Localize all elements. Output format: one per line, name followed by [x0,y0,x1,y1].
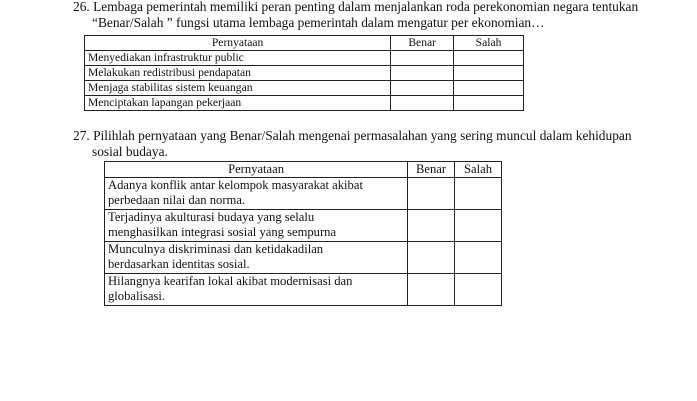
statement-cell [105,274,408,306]
statement-line-1: Hilangnya kearifan lokal akibat modernisasi dan [108,274,353,288]
header-true: Benar [408,162,455,178]
false-answer-cell[interactable] [454,51,524,66]
question-text-line-2: sosial budaya. [92,144,168,159]
question-text-line-1: Lembaga pemerintah memiliki peran penting dalam menjalankan roda perekonomian negara tentukan [93,0,639,14]
false-answer-cell[interactable] [455,210,502,242]
statement-line-2: perbedaan nilai dan norma. [108,193,246,207]
true-answer-cell[interactable] [391,81,454,96]
statement-line-1: Adanya konflik antar kelompok masyarakat akibat [108,178,363,192]
true-answer-cell[interactable] [408,242,455,274]
header-statement: Pernyataan [105,162,408,178]
table-row [105,242,502,274]
question-27 [73,128,693,160]
false-answer-cell[interactable] [455,178,502,210]
true-answer-cell[interactable] [408,210,455,242]
true-answer-cell[interactable] [391,66,454,81]
statement-line-2: menghasilkan integrasi sosial yang sempurna [108,225,337,239]
header-false: Salah [454,36,524,51]
question-text-line-1: Pilihlah pernyataan yang Benar/Salah mengenai permasalahan yang sering muncul dalam kehidupan [93,128,632,143]
header-true: Benar [391,36,454,51]
false-answer-cell[interactable] [455,242,502,274]
false-answer-cell[interactable] [455,274,502,306]
statement-cell: Menciptakan lapangan pekerjaan [85,96,391,111]
true-answer-cell[interactable] [408,274,455,306]
false-answer-cell[interactable] [454,96,524,111]
false-answer-cell[interactable] [454,81,524,96]
statement-line-1: Terjadinya akulturasi budaya yang selalu [108,210,315,224]
statement-cell: Menyediakan infrastruktur public [85,51,391,66]
table-row [105,178,502,210]
table-row [85,66,524,81]
true-answer-cell[interactable] [408,178,455,210]
question-27-table [104,161,502,306]
statement-line-2: globalisasi. [108,289,166,303]
header-statement: Pernyataan [85,36,391,51]
statement-cell [105,242,408,274]
true-answer-cell[interactable] [391,51,454,66]
statement-line-2: berdasarkan identitas sosial. [108,257,250,271]
false-answer-cell[interactable] [454,66,524,81]
table-row [85,51,524,66]
header-false: Salah [455,162,502,178]
table-header-row [85,36,524,51]
table-row [85,81,524,96]
statement-cell: Melakukan redistribusi pendapatan [85,66,391,81]
statement-cell [105,178,408,210]
question-26 [73,0,693,31]
question-number: 27. [73,128,90,143]
statement-cell [105,210,408,242]
question-number: 26. [73,0,90,14]
question-26-table [84,35,524,111]
table-row [105,274,502,306]
question-text-line-2: “Benar/Salah ” fungsi utama lembaga pemerintah dalam mengatur per ekonomian… [92,15,545,30]
statement-line-1: Munculnya diskriminasi dan ketidakadilan [108,242,324,256]
statement-cell: Menjaga stabilitas sistem keuangan [85,81,391,96]
table-row [85,96,524,111]
table-header-row [105,162,502,178]
true-answer-cell[interactable] [391,96,454,111]
table-row [105,210,502,242]
